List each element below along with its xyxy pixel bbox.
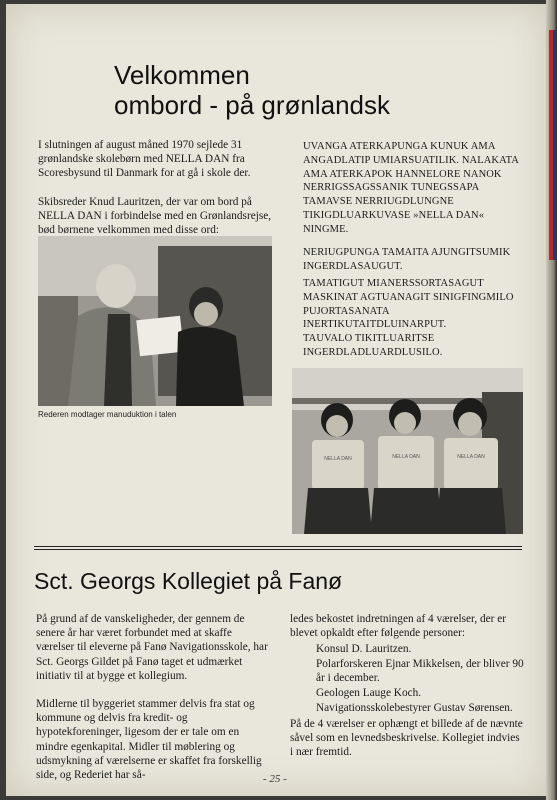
binding-blue-stripe (553, 30, 556, 260)
intro-paragraph-2: Skibsreder Knud Lauritzen, der var om bord på NELLA DAN i forbindelse med en Grønlandsrejse, bød børnene velkommen med disse ord: (38, 196, 272, 237)
article-title (114, 60, 390, 120)
section-divider-top (34, 546, 522, 547)
section-divider-bottom (34, 549, 522, 550)
name-list-item-3: Geologen Lauge Koch. (316, 687, 422, 699)
vest-label-3: NELLA DAN (457, 454, 485, 460)
section-2-paragraph-1: På grund af de vanskeligheder, der gennem de senere år har været forbundet med at skaffe værelser til eleverne på Fanø Navigationsskole, har Sct. Georgs Gildet på Fanø taget et udmærket initiativ til at bygge et kollegium. (36, 613, 268, 682)
intro-paragraph-1: I slutningen af august måned 1970 sejlede 31 grønlandske skolebørn med NELLA DAN fra Scoresbysund til Danmark for at gå i skole der. (38, 139, 251, 180)
section-2-paragraph-3: ledes bekostet indretningen af 4 værelser, der er blevet opkaldt efter følgende personer: (290, 613, 506, 640)
greenlandic-paragraph-3: TAMATIGUT MIANERSSORTASAGUT MASKINAT AGTUANAGIT SINIGFINGMILO PUJORTASANATA INERTIKUTAITDLUINARPUT. (303, 278, 514, 331)
section-2-paragraph-4: På de 4 værelser er ophængt et billede af de nævnte såvel som en levnedsbeskrivelse. Kollegiet indvies i nær fremtid. (290, 718, 523, 759)
vest-label-1: NELLA DAN (324, 456, 352, 462)
name-list-item-1: Konsul D. Lauritzen. (316, 643, 412, 655)
section-2-title: Sct. Georgs Kollegiet på Fanø (34, 568, 343, 594)
name-list-item-2: Polarforskeren Ejnar Mikkelsen, der bliver 90 år i december. (316, 658, 524, 685)
section-2-paragraph-2: Midlerne til byggeriet stammer delvis fra stat og kommune og delvis fra kredit- og hypotekforeninger, ligesom der er tale om en mindre egenkapital. Midler til møblering og udsmykning af værelserne er skaffet fra forskellig side, og Rederiet har så- (36, 698, 262, 782)
photo-1-caption: Rederen modtager manuduktion i talen (38, 410, 177, 419)
greenlandic-paragraph-2: NERIUGPUNGA TAMAITA AJUNGITSUMIK INGERDLASAUGUT. (303, 247, 511, 272)
title-line-1: Velkommen (114, 60, 250, 90)
photo-children-life-vests (292, 368, 523, 534)
greenlandic-paragraph-4: TAUVALO TIKITLUARITSE INGERDLADLUARDLUSILO. (303, 333, 443, 358)
photo-shipowner-with-child (38, 236, 272, 406)
name-list-item-4: Navigationsskolebestyrer Gustav Sørensen. (316, 702, 513, 714)
title-line-2: ombord - på grønlandsk (114, 90, 391, 120)
page-number: - 25 - (263, 773, 287, 785)
greenlandic-paragraph-1: UVANGA ATERKAPUNGA KUNUK AMA ANGADLATIP UMIARSUATILIK. NALAKATA AMA ATERKAPOK HANNELORE NANOK NERRIGSSAGSSANIK TUNEGSSAPA TAMAVSE NERRIUGDLUNGNE TIKIGDLUARKUVASE »NELLA DAN« NINGME. (303, 141, 519, 235)
vest-label-2: NELLA DAN (392, 454, 420, 460)
